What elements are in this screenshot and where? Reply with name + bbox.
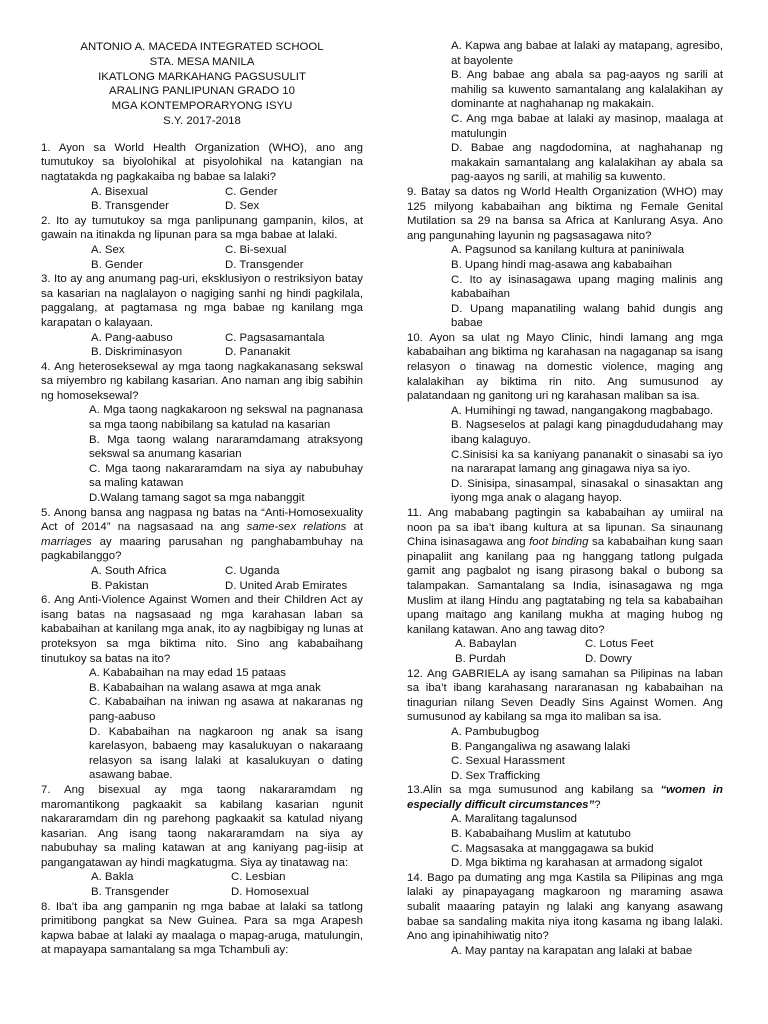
option: B. Kababaihang Muslim at katutubo [451,828,631,841]
option: C. Lotus Feet [585,638,654,651]
topic-title: MGA KONTEMPORARYONG ISYU [111,100,293,113]
option: A. Sex [91,243,125,256]
option: C.Sinisisi ka sa kaniyang pananakit o sinasabi sa iyo na nararapat lamang ang ginagawa niya sa iyo. [451,448,723,476]
option: B. Diskriminasyon [91,346,183,359]
option: D. Sex Trafficking [451,769,541,782]
question-6: 6. Ang Anti-Violence Against Women and their Children Act ay isang batas na nagsasaad ng mga karahasan laban sa kababaihan at kanilang mga anak, ito ay nagbibigay ng lunas at proteksyon sa mga biktima nito. Sino ang kababaihang tinutukoy sa batas na ito? [41,594,363,665]
option: C. Pagsasamantala [225,331,325,344]
options-q9 [451,243,723,331]
options-q4 [89,403,363,505]
option: B. Mga taong walang nararamdamang atraksyong sekswal sa anumang kasarian [89,433,363,461]
option: D. Babae ang nagdodomina, at naghahanap ng makakain samantalang ang kalalakihan ay abala sa pag-aayos ng sarili, at mahilig sa kuwento. [451,142,723,184]
option: C. Kababaihan na iniwan ng asawa at nakaranas ng pang-aabuso [89,696,363,723]
option: B. Nagseselos at palagi kang pinagdududahang may ibang kalaguyo. [451,419,723,447]
option: B. Upang hindi mag-asawa ang kababaihan [451,258,673,271]
option: B. Transgender [91,200,169,213]
option: B. Pangangaliwa ng asawang lalaki [451,740,631,753]
options-q7 [91,870,363,899]
options-q5 [91,564,363,593]
option: C. Ang mga babae at lalaki ay masinop, maalaga at matulungin [451,112,723,140]
option: B. Kababaihan na walang asawa at mga anak [89,681,321,694]
options-q12 [451,725,723,783]
exam-header [41,40,363,129]
options-q11 [455,637,723,666]
option: A. Kapwa ang babae at lalaki ay matapang, agresibo, at bayolente [451,40,723,67]
question-text: 11. Ang mababang pagtingin sa kababaihan ay umiiral na noon pa sa iba’t ibang kultura at sa lipunan. Sa sinaunang China isinasagawa ang [407,507,723,549]
question-text-italic: same-sex relations [246,521,347,534]
school-location: STA. MESA MANILA [149,55,255,68]
exam-title: IKATLONG MARKAHANG PAGSUSULIT [98,70,306,83]
question-12: 12. Ang GABRIELA ay isang samahan sa Pilipinas na laban sa iba’t ibang karahasang nararanasan ng kababaihan na tinagurian nilang Seven Deadly Sins Against Women. Ang sumusunod ay kabilang sa mga ito maliban sa isa. [407,667,723,724]
option: A. Humihingi ng tawad, nangangakong magbabago. [451,404,714,417]
question-text: ? [594,798,601,811]
options-q3 [91,331,363,360]
option: D. Mga biktima ng karahasan at armadong sigalot [451,857,703,870]
question-5 [41,506,363,564]
options-q6 [89,666,363,783]
option: B. Ang babae ang abala sa pag-aayos ng sarili at mahilig sa kuwento samantalang ang kalalakihan ay dominante at naghahanap ng makakain. [451,69,723,111]
subject-title: ARALING PANLIPUNAN GRADO 10 [109,85,295,98]
option: A. Pagsunod sa kanilang kultura at paniniwala [451,244,685,257]
option: D. Dowry [585,652,632,665]
option: C. Sexual Harassment [451,755,565,768]
option: A. Bakla [91,871,134,884]
question-13 [407,783,723,812]
question-text-italic: foot binding [529,536,589,549]
left-column [41,38,363,958]
question-2: 2. Ito ay tumutukoy sa mga panlipunang gampanin, kilos, at gawain na itinakda ng lipunan para sa mga babae at lalaki. [41,214,363,242]
option: C. Gender [225,185,278,198]
option: A. Pambubugbog [451,725,540,738]
options-q13 [451,812,723,870]
question-text-bold-italic: “women in especially difficult circumstances” [407,784,723,811]
question-7: 7. Ang bisexual ay mga taong nakararamdam ng maromantikong pagkaakit sa kabilang kasarian ngunit nakararamdam din ng parehong pagkaakit sa katulad niyang kasarian. Ang isang taong nakararamdam na siya ay nabubuhay sa maling katawan at ang kaniyang pag-iisip at pangangatawan ay hindi magkatugma. Siya ay tinatawag na: [41,783,363,869]
question-text: 13.Alin sa mga sumusunod ang kabilang sa [407,784,661,797]
option: D.Walang tamang sagot sa mga nabanggit [89,492,305,505]
school-year: S.Y. 2017-2018 [163,114,241,127]
options-q10 [451,404,723,506]
option: A. Bisexual [91,185,148,198]
question-14: 14. Bago pa dumating ang mga Kastila sa Pilipinas ang mga lalaki ay pinapayagang magkaroon ng maraming asawa subalit maaaring patayin ng lalaki ang kanyang asawang babae sa sandaling makita niya itong kasama ng ibang lalaki. Ano ang ipinahihiwatig nito? [407,871,723,943]
option: D. Pananakit [225,346,291,359]
option: C. Magsasaka at manggagawa sa bukid [451,842,654,855]
question-3: 3. Ito ay ang anumang pag-uri, eksklusiyon o restriksiyon batay sa kasarian na naglalayon o nagiging sanhi ng hindi pagkilala, paggalang, at pagtamasa ng mga babae ng kanilang mga karapatan o kalayaan. [41,273,363,329]
option: A. Maralitang tagalunsod [451,813,578,826]
options-q1 [91,185,363,214]
option: D. Kababaihan na nagkaroon ng anak sa isang karelasyon, babaeng may kasalukuyan o nakaraang relasyon sa isang lalaki at kasalukuyan o dating asawang babae. [89,725,363,782]
option: A. Pang-aabuso [91,331,173,344]
option: A. Kababaihan na may edad 15 pataas [89,667,286,680]
question-1: 1. Ayon sa World Health Organization (WHO), ano ang tumutukoy sa biyolohikal at pisyolohikal na katangian na nagtatakda ng pagkakaiba ng babae sa lalaki? [41,141,363,183]
options-q8 [451,39,723,185]
option: C. Bi-sexual [225,243,287,256]
option: D. Transgender [225,258,304,271]
option: D. Sex [225,200,260,213]
question-text-italic: marriages [41,535,92,548]
option: A. South Africa [91,565,167,577]
options-q2 [91,243,363,272]
options-q14 [451,944,723,959]
question-8: 8. Iba’t iba ang gampanin ng mga babae at lalaki sa tatlong primitibong pangkat sa New Guinea. Para sa mga Arapesh kapwa babae at lalaki ay maalaga o mapag-aruga, matulungin, at mapayapa samantalang sa mga Tchambuli ay: [41,900,363,957]
option: C. Ito ay isinasagawa upang maging malinis ang kababaihan [451,273,723,301]
question-text: sa kababaihan kung saan pinapaliit ang kanilang paa ng hanggang tatlong pulgada gamit ang pagbalot ng isang pirasong bakal o bubong sa talampakan. Samantalang sa India, isinasagawa ng mga Muslim at ilang Hindu ang pagtatabing ng tela sa kababaihan upang maitago ang kanilang mukha at maging hubog ng kanilang katawan. Ano ang tawag dito? [407,536,724,636]
question-11 [407,506,723,637]
option: D. United Arab Emirates [225,579,348,592]
option: A. Babaylan [455,638,517,651]
option: B. Purdah [455,652,506,665]
question-text: ay maaring parusahan ng panghabambuhay na pagkabilanggo? [41,535,363,563]
option: B. Pakistan [91,579,149,592]
option: C. Uganda [225,565,280,577]
option: B. Transgender [91,886,169,899]
question-text: at [346,521,363,534]
option: A. May pantay na karapatan ang lalaki at babae [451,944,693,957]
school-name: ANTONIO A. MACEDA INTEGRATED SCHOOL [80,41,324,53]
option: C. Lesbian [231,871,286,884]
option: A. Mga taong nagkakaroon ng sekswal na pagnanasa sa mga taong nabibilang sa katulad na kasarian [89,404,363,432]
right-column [407,39,723,958]
question-4: 4. Ang heteroseksewal ay mga taong nagkakanasang sekswal sa miyembro ng kabilang kasarian. Ano naman ang ibig sabihin ng homoseksewal? [41,360,363,402]
option: D. Upang mapanatiling walang bahid dungis ang babae [451,302,723,330]
option: C. Mga taong nakararamdam na siya ay nabubuhay sa maling katawan [89,462,363,490]
option: D. Sinisipa, sinasampal, sinasakal o sinasaktan ang iyong mga anak o alagang hayop. [451,477,723,505]
option: D. Homosexual [231,886,309,899]
question-9: 9. Batay sa datos ng World Health Organization (WHO) may 125 milyong kababaihan ang biktima ng Female Genital Mutilation sa 29 na bansa sa Africa at Kanlurang Asya. Ano ang pangunahing layunin ng pagsasagawa nito? [407,185,723,242]
option: B. Gender [91,258,143,271]
question-text: 5. Anong bansa ang nagpasa ng batas na “Anti-Homosexuality Act of 2014” na nagsasaad na ang [41,506,363,534]
question-10: 10. Ayon sa ulat ng Mayo Clinic, hindi lamang ang mga kababaihan ang biktima ng karahasan na nagaganap sa isang relasyon o tinawag na domestic violence, maging ang kalalakihan ay biktima rin nito. Ang sumusunod ay palatandaan ng ganitong uri ng karahasan maliban sa isa. [407,331,723,403]
